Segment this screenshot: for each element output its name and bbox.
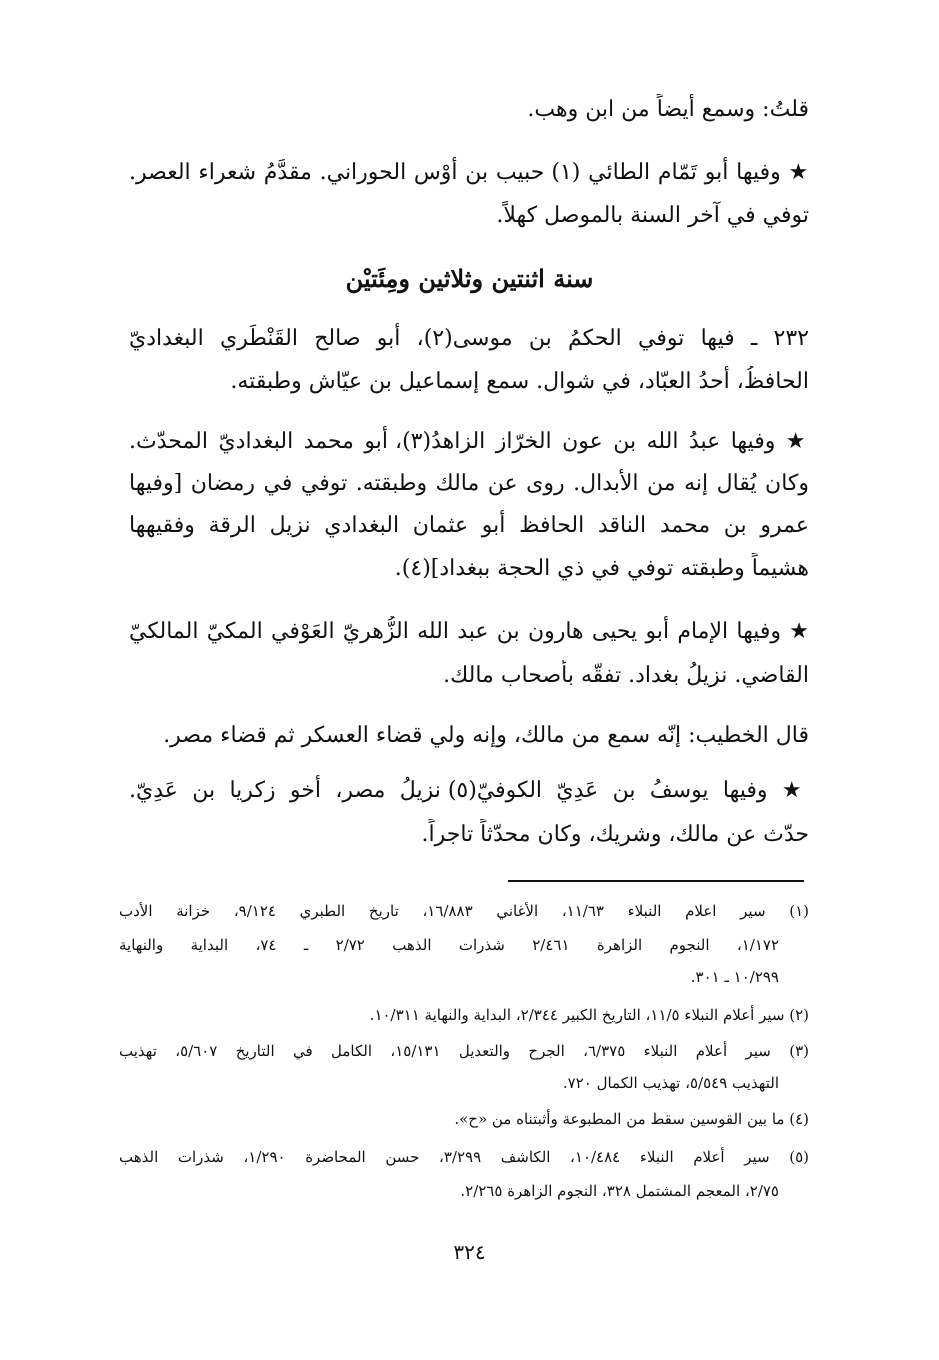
text-line: وكان يُقال إنه من الأبدال. روى عن مالك وطبقته. توفي في رمضان [وفيها — [129, 471, 809, 496]
text-line: حدّث عن مالك، وشريك، وكان محدّثاً تاجراً. — [421, 822, 809, 847]
text-line: عمرو بن محمد الناقد الحافظ أبو عثمان البغدادي نزيل الرقة وفقيهها — [129, 513, 809, 538]
footnote-line: (٤) ما بين القوسين سقط من المطبوعة وأثبتناه من «ح». — [454, 1110, 809, 1128]
text-line: قال الخطيب: إنّه سمع من مالك، وإنه ولي قضاء العسكر ثم قضاء مصر. — [163, 723, 809, 748]
footnote-line: ١٠/٢٩٩ ـ ٣٠١. — [690, 968, 779, 986]
text-line: ★ وفيها أبو تَمّام الطائي (١) حبيب بن أَوْس الحوراني. مقدَّمُ شعراء العصر. — [129, 160, 809, 185]
text-line: الحافظُ، أحدُ العبّاد، في شوال. سمع إسماعيل بن عيّاش وطبقته. — [230, 369, 809, 394]
text-line: قلتُ: وسمع أيضاً من ابن وهب. — [527, 97, 809, 122]
section-heading: سنة اثنتين وثلاثين ومِئَتيْن — [345, 264, 594, 293]
text-line: القاضي. نزيلُ بغداد. تفقّه بأصحاب مالك. — [443, 663, 809, 688]
footnote-line: (٣) سير أعلام النبلاء ٦/٣٧٥، الجرح والتعديل ١٥/١٣١، الكامل في التاريخ ٥/٦٠٧، تهذيب — [119, 1042, 809, 1060]
footnote-divider — [508, 880, 804, 882]
text-line: هشيماً وطبقته توفي في ذي الحجة ببغداد](٤). — [394, 556, 809, 581]
text-line: ★ وفيها الإمام أبو يحيى هارون بن عبد الله الزُّهريّ العَوْفي المكيّ المالكيّ — [129, 619, 809, 644]
page-number: ٣٢٤ — [453, 1240, 486, 1264]
footnote-line: (١) سير اعلام النبلاء ١١/٦٣، الأغاني ١٦/٨٨٣، تاريخ الطبري ٩/١٢٤، خزانة الأدب — [119, 902, 809, 920]
text-line: ★ وفيها يوسفُ بن عَدِيّ الكوفيّ(٥) نزيلُ مصر، أخو زكريا بن عَدِيّ. — [129, 778, 809, 803]
text-line: توفي في آخر السنة بالموصل كهلاً. — [496, 203, 809, 228]
footnote-line: ١/١٧٢، النجوم الزاهرة ٢/٤٦١ شذرات الذهب ٢/٧٢ ـ ٧٤، البداية والنهاية — [119, 936, 779, 954]
footnote-line: التهذيب ٥/٥٤٩، تهذيب الكمال ٧٢٠. — [562, 1074, 779, 1092]
footnote-line: ٢/٧٥، المعجم المشتمل ٣٢٨، النجوم الزاهرة ٢/٢٦٥. — [460, 1182, 779, 1200]
text-line: ★ وفيها عبدُ الله بن عون الخرّاز الزاهدُ(٣)، أبو محمد البغداديّ المحدّث. — [129, 429, 809, 454]
footnote-line: (٢) سير أعلام النبلاء ١١/٥، التاريخ الكبير ٢/٣٤٤، البداية والنهاية ١٠/٣١١. — [369, 1006, 809, 1024]
text-line: ٢٣٢ ـ فيها توفي الحكمُ بن موسى(٢)، أبو صالح القَنْطَري البغداديّ — [129, 326, 809, 351]
footnote-line: (٥) سير أعلام النبلاء ١٠/٤٨٤، الكاشف ٣/٢٩٩، حسن المحاضرة ١/٢٩٠، شذرات الذهب — [119, 1148, 809, 1166]
